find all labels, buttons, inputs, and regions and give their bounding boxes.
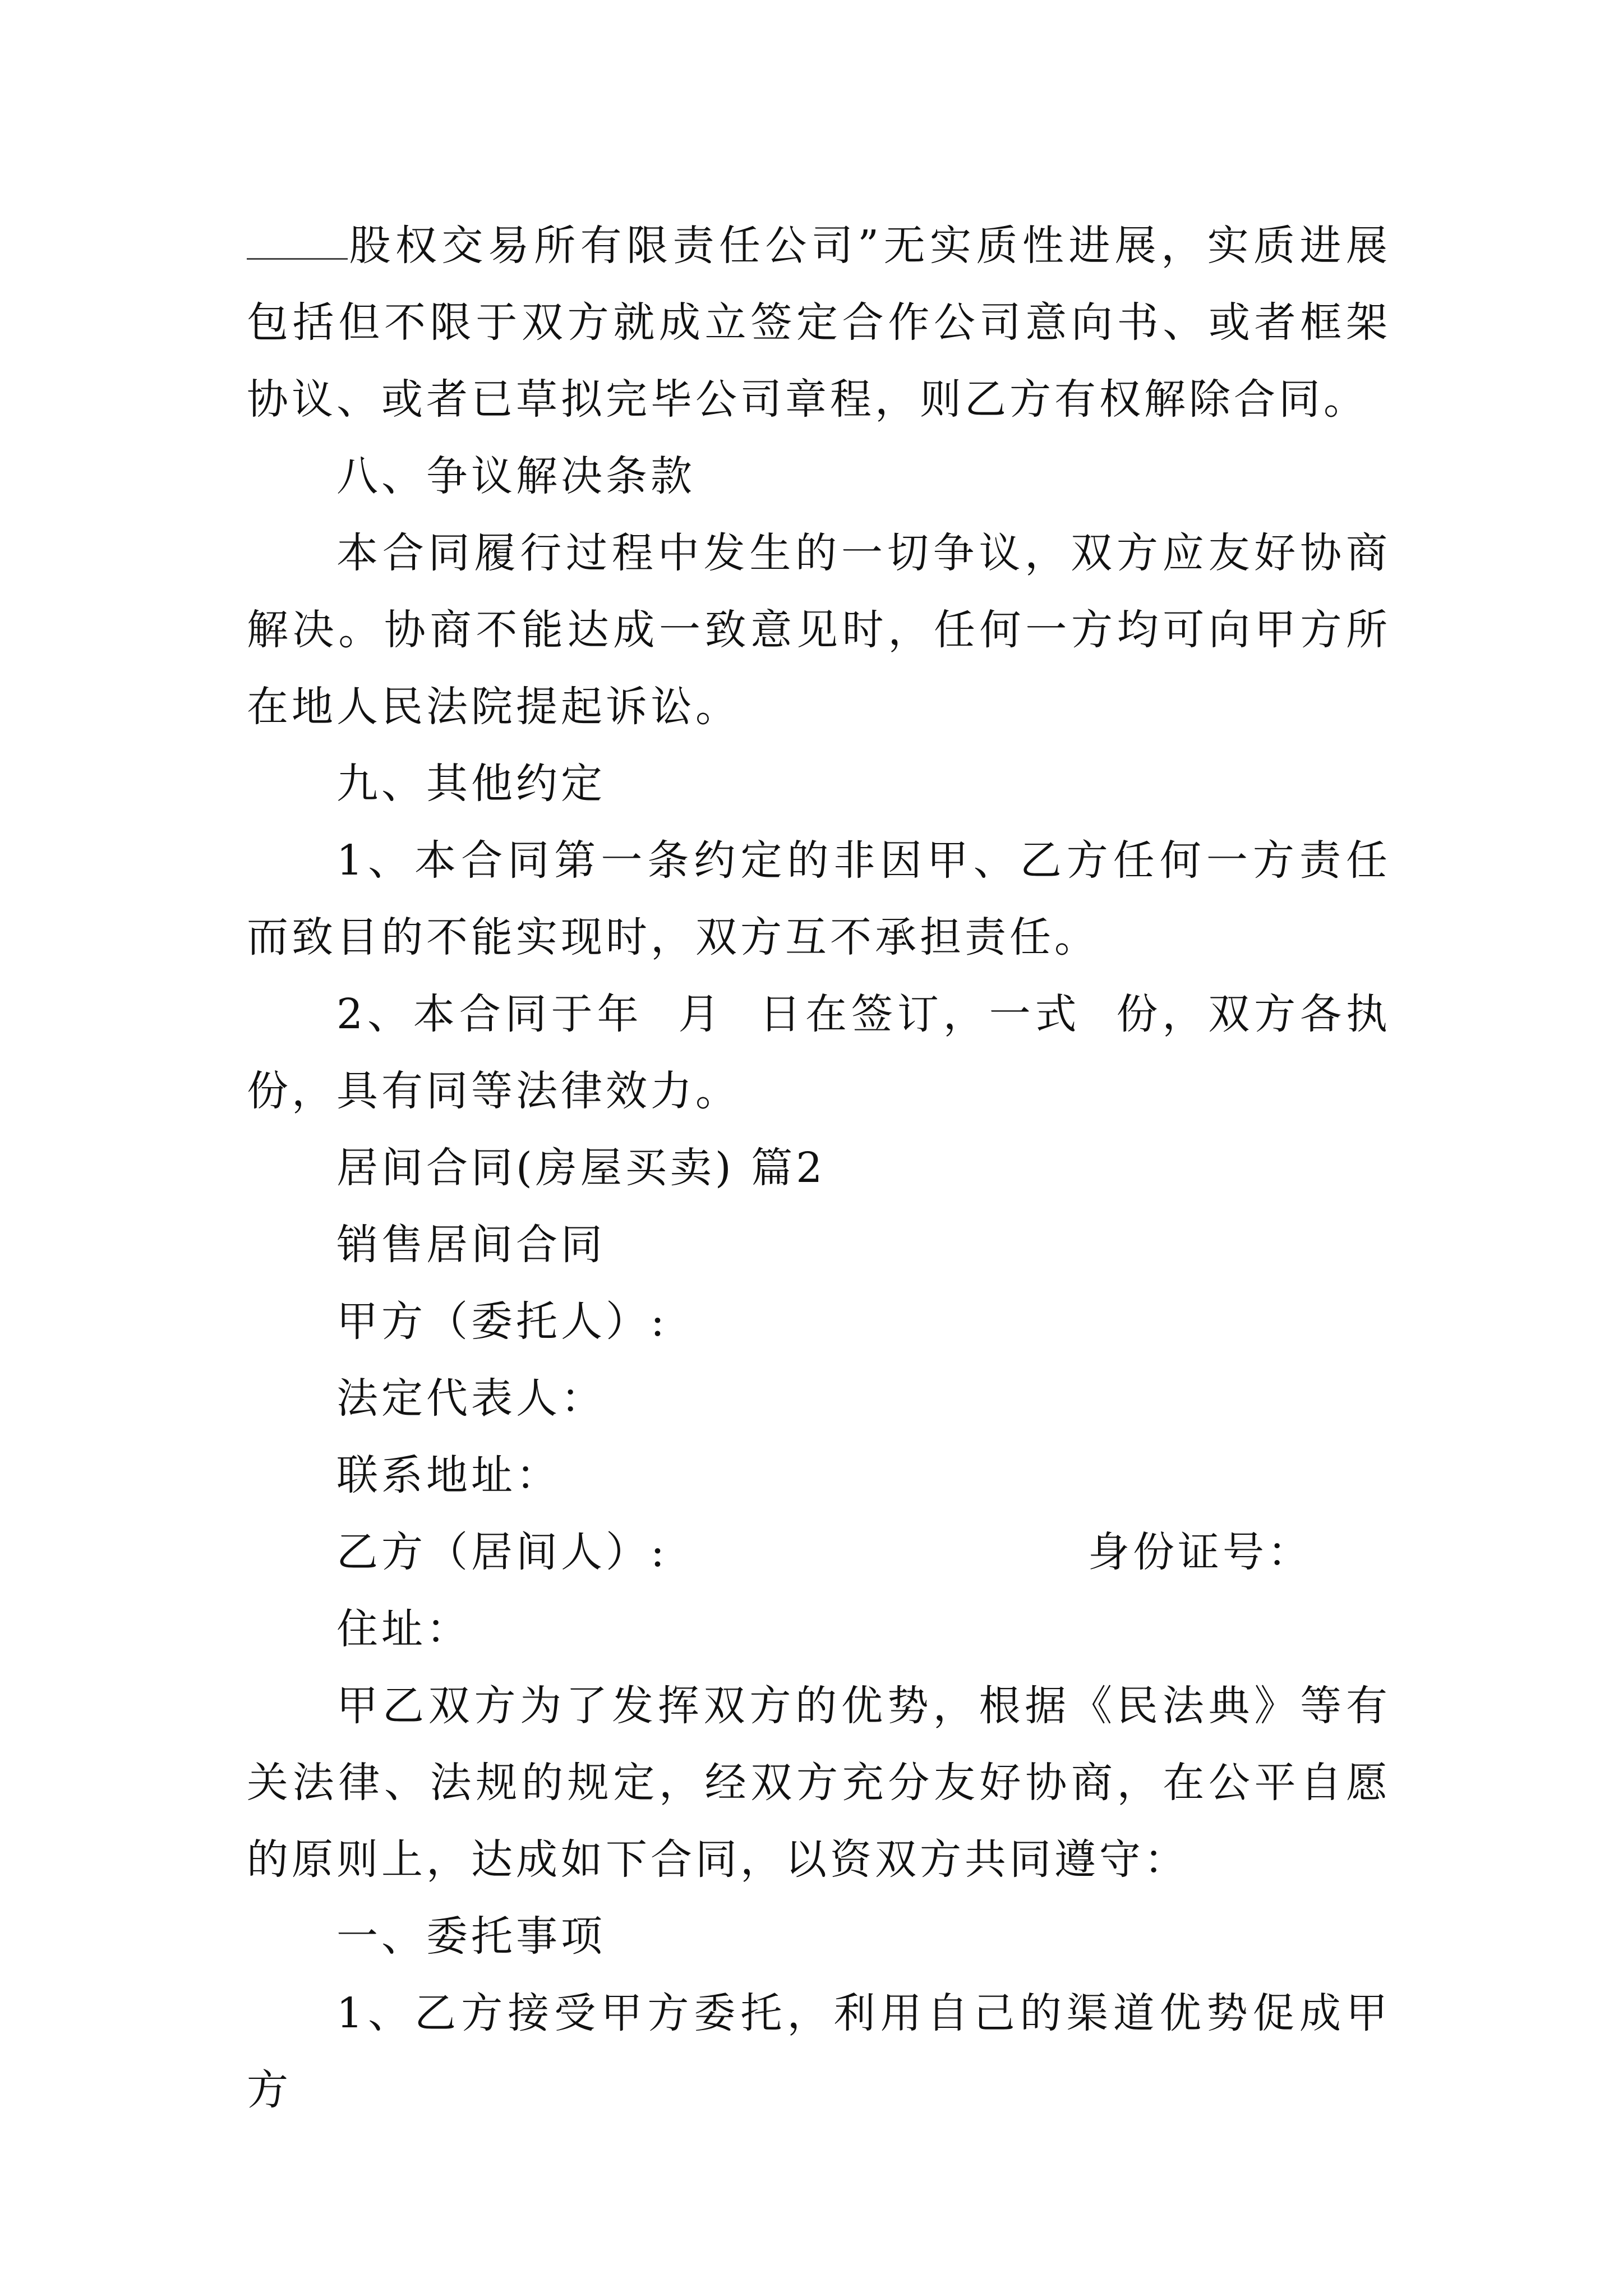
party-a-label: 甲方（委托人）: bbox=[336, 1297, 668, 1346]
paragraph-preamble: 甲乙双方为了发挥双方的优势，根据《民法典》等有关法律、法规的规定，经双方充分友好协商，在公平自愿的原则上，达成如下合同，以资双方共同遵守： bbox=[247, 1682, 1391, 1884]
section-heading-other: 九、其他约定 bbox=[336, 760, 606, 808]
paragraph-clause-1: 1、本合同第一条约定的非因甲、乙方任何一方责任而致目的不能实现时，双方互不承担责任。 bbox=[247, 836, 1391, 961]
paragraph-clause-2: 2、本合同于年 月 日在签订，一式 份，双方各执 份，具有同等法律效力。 bbox=[247, 990, 1424, 1115]
party-b-line bbox=[247, 1514, 1391, 1591]
paragraph-equity-exchange bbox=[247, 208, 1391, 438]
party-b-label: 乙方（居间人）: bbox=[336, 1528, 668, 1576]
contact-address-label: 联系地址： bbox=[336, 1451, 561, 1499]
document-body bbox=[247, 208, 1424, 2129]
contract-subtitle: 销售居间合同 bbox=[336, 1221, 606, 1269]
address-label: 住址： bbox=[336, 1605, 471, 1653]
contract-title: 居间合同(房屋买卖) 篇2 bbox=[336, 1144, 826, 1192]
id-number-label: 身份证号： bbox=[1088, 1528, 1312, 1576]
section-heading-dispute: 八、争议解决条款 bbox=[336, 452, 695, 500]
paragraph-entrusted-clause-1: 1、乙方接受甲方委托，利用自己的渠道优势促成甲方 bbox=[247, 1989, 1391, 2114]
legal-representative-label: 法定代表人： bbox=[336, 1374, 606, 1423]
paragraph-dispute-resolution: 本合同履行过程中发生的一切争议，双方应友好协商解决。协商不能达成一致意见时，任何一方均可向甲方所在地人民法院提起诉讼。 bbox=[247, 529, 1391, 731]
section-heading-entrusted-matters: 一、委托事项 bbox=[336, 1912, 606, 1961]
paragraph-text: 股权交易所有限责任公司”无实质性进展，实质进展包括但不限于双方就成立签定合作公司意向书、或者框架协议、或者已草拟完毕公司章程，则乙方有权解除合同。 bbox=[247, 222, 1391, 424]
blank-underline bbox=[247, 224, 348, 260]
